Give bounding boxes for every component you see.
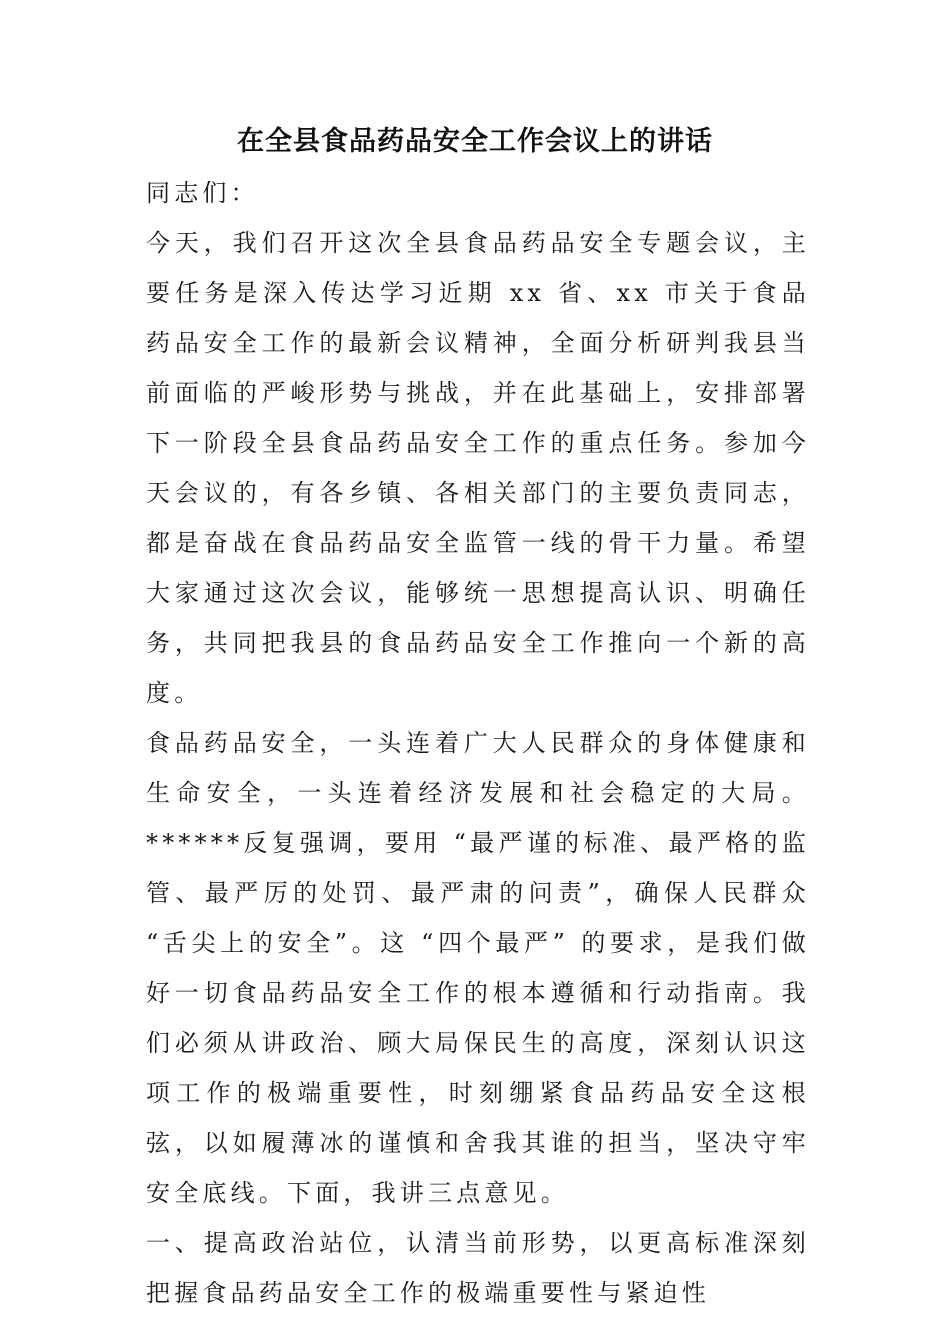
salutation: 同志们： xyxy=(146,179,259,207)
document-title: 在全县食品药品安全工作会议上的讲话 xyxy=(237,126,713,157)
paragraph-intro: 今天，我们召开这次全县食品药品安全专题会议，主要任务是深入传达学习近期 xx 省、xx 市关于食品药品安全工作的最新会议精神，全面分析研判我县当前面临的严峻形势与挑战，并在此基础上，安排部署下一阶段全县食品药品安全工作的重点任务。参加今天会议的，有各乡镇、各相关部门的主要负责同志，都是奋战在食品药品安全监管一线的骨干力量。希望大家通过这次会议，能够统一思想提高认识、明确任务，共同把我县的食品药品安全工作推向一个新的高度。 xyxy=(146,229,810,707)
document-body xyxy=(146,168,810,1318)
paragraph-importance: 食品药品安全，一头连着广大人民群众的身体健康和生命安全，一头连着经济发展和社会稳定的大局。******反复强调，要用 “最严谨的标准、最严格的监管、最严厉的处罚、最严肃的问责”，确保人民群众 “舌尖上的安全”。这 “四个最严” 的要求，是我们做好一切食品药品安全工作的根本遵循和行动指南。我们必须从讲政治、顾大局保民生的高度，深刻认识这项工作的极端重要性，时刻绷紧食品药品安全这根弦，以如履薄冰的谨慎和舍我其谁的担当，坚决守牢安全底线。下面，我讲三点意见。 xyxy=(146,729,810,1207)
section-heading-1: 一、提高政治站位，认清当前形势，以更高标准深刻把握食品药品安全工作的极端重要性与紧迫性 xyxy=(146,1229,810,1307)
